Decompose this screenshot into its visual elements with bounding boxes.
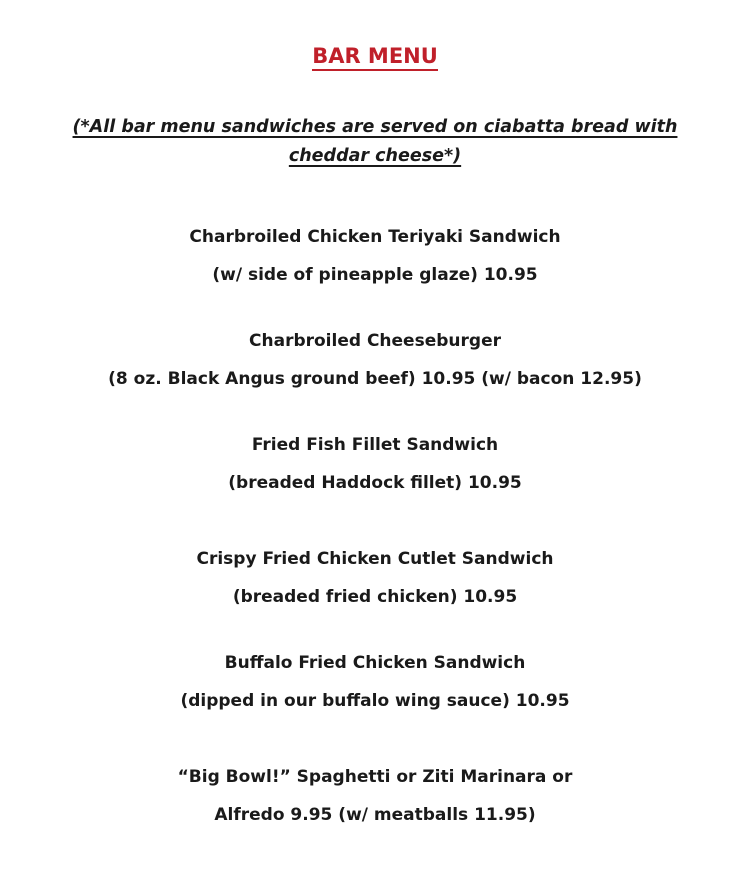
menu-item-detail: (breaded fried chicken) 10.95 <box>232 587 518 607</box>
menu-title <box>0 44 750 68</box>
bread-note <box>50 113 700 171</box>
menu-item-name: Crispy Fried Chicken Cutlet Sandwich <box>196 549 554 569</box>
menu-item-name: Fried Fish Fillet Sandwich <box>251 435 499 455</box>
menu-item-name: Charbroiled Chicken Teriyaki Sandwich <box>189 227 561 247</box>
menu-item-detail: (dipped in our buffalo wing sauce) 10.95 <box>180 691 570 711</box>
menu-item-name: Charbroiled Cheeseburger <box>249 331 501 351</box>
menu-item-detail: Alfredo 9.95 (w/ meatballs 11.95) <box>214 805 536 825</box>
bread-note-text: (*All bar menu sandwiches are served on ciabatta bread with cheddar cheese*) <box>72 117 678 166</box>
menu-item-name: Buffalo Fried Chicken Sandwich <box>224 653 526 673</box>
menu-item-detail: (w/ side of pineapple glaze) 10.95 <box>212 265 538 285</box>
menu-item-detail: (breaded Haddock fillet) 10.95 <box>228 473 522 493</box>
menu-item-detail: (8 oz. Black Angus ground beef) 10.95 (w/ bacon 12.95) <box>108 369 642 389</box>
menu-item-name: “Big Bowl!” Spaghetti or Ziti Marinara or <box>177 767 573 787</box>
menu-title-text: BAR MENU <box>312 44 438 71</box>
